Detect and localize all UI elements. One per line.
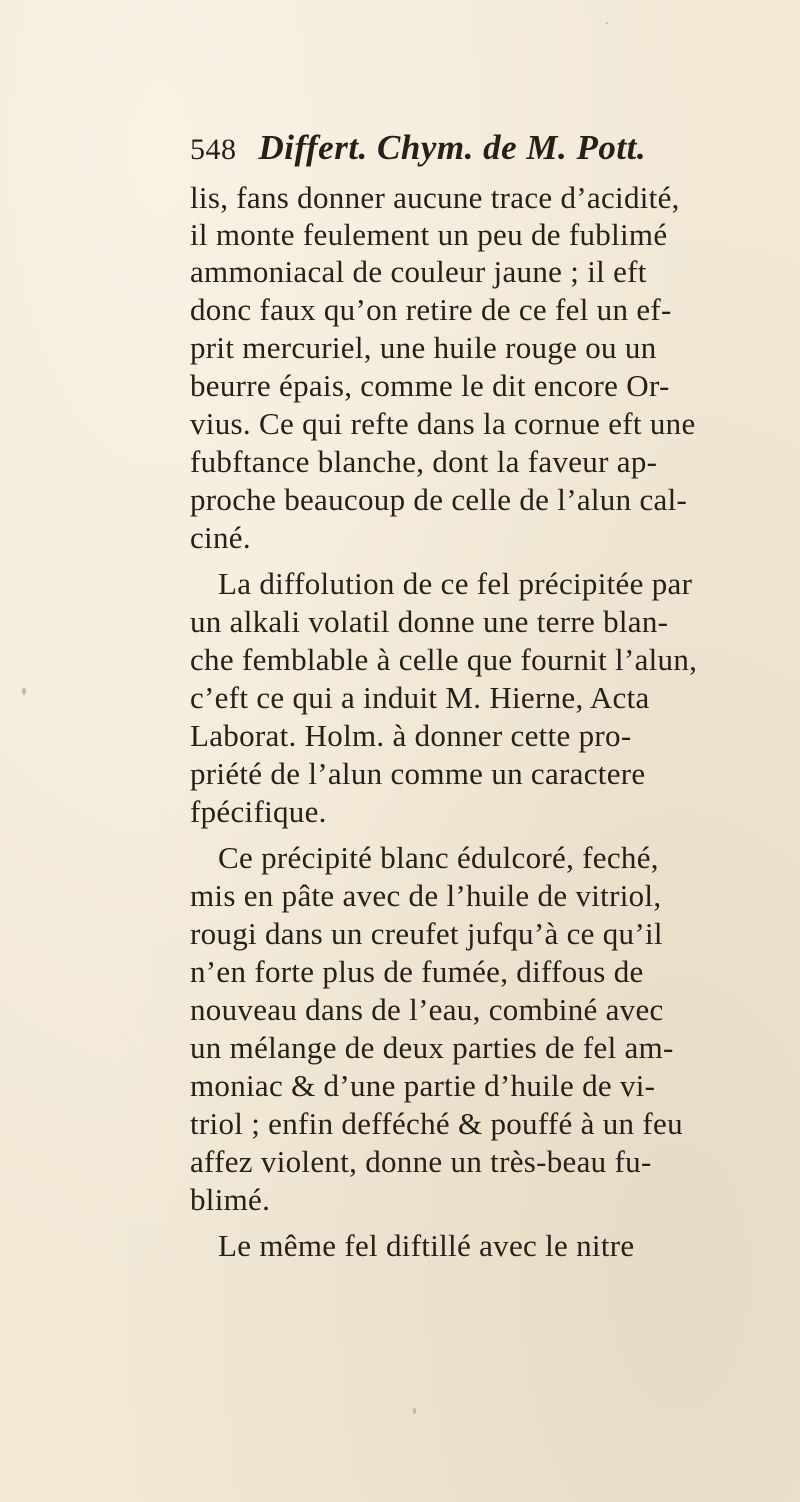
text-line: mis en pâte avec de l’huile de vitriol, (190, 878, 662, 913)
text-line: il monte feulement un peu de fublimé (190, 217, 668, 252)
text-line: lis, fans donner aucune trace d’acidité, (190, 180, 680, 215)
paper-speck (606, 22, 608, 24)
text-line: rougi dans un creufet jufqu’à ce qu’il (190, 916, 663, 951)
paper-speck (413, 1408, 416, 1414)
text-line: affez violent, donne un très-beau fu- (190, 1144, 652, 1179)
paper-speck (22, 688, 26, 695)
text-line: beurre épais, comme le dit encore Or- (190, 368, 670, 403)
text-line: prit mercuriel, une huile rouge ou un (190, 330, 657, 365)
text-line: nouveau dans de l’eau, combiné avec (190, 992, 664, 1027)
text-line: donc faux qu’on retire de ce fel un ef- (190, 292, 672, 327)
text-line: vius. Ce qui refte dans la cornue eft une (190, 406, 696, 441)
page-number: 548 (190, 133, 237, 166)
text-line: un alkali volatil donne une terre blan- (190, 604, 669, 639)
text-line: moniac & d’une partie d’huile de vi- (190, 1068, 656, 1103)
text-line: c’eft ce qui a induit M. Hierne, Acta (190, 680, 650, 715)
text-line: Ce précipité blanc édulcoré, feché, (218, 840, 659, 875)
running-title: Differt. Chym. de M. Pott. (258, 128, 647, 167)
text-line: priété de l’alun comme un caractere (190, 756, 646, 791)
page-header (190, 128, 646, 170)
text-line: fpécifique. (190, 794, 327, 829)
text-line: Le même fel diftillé avec le nitre (218, 1228, 635, 1263)
text-line: n’en forte plus de fumée, diffous de (190, 954, 644, 989)
text-line: ciné. (190, 520, 251, 555)
text-line: blimé. (190, 1182, 271, 1217)
text-line: ammoniacal de couleur jaune ; il eft (190, 254, 647, 289)
text-line: La diffolution de ce fel précipitée par (218, 566, 693, 601)
text-line: che femblable à celle que fournit l’alun, (190, 642, 698, 677)
text-line: triol ; enfin defféché & pouffé à un feu (190, 1106, 683, 1141)
text-line: fubftance blanche, dont la faveur ap- (190, 444, 658, 479)
text-line: proche beaucoup de celle de l’alun cal- (190, 482, 688, 517)
text-line: un mélange de deux parties de fel am- (190, 1030, 674, 1065)
text-line: Laborat. Holm. à donner cette pro- (190, 718, 632, 753)
